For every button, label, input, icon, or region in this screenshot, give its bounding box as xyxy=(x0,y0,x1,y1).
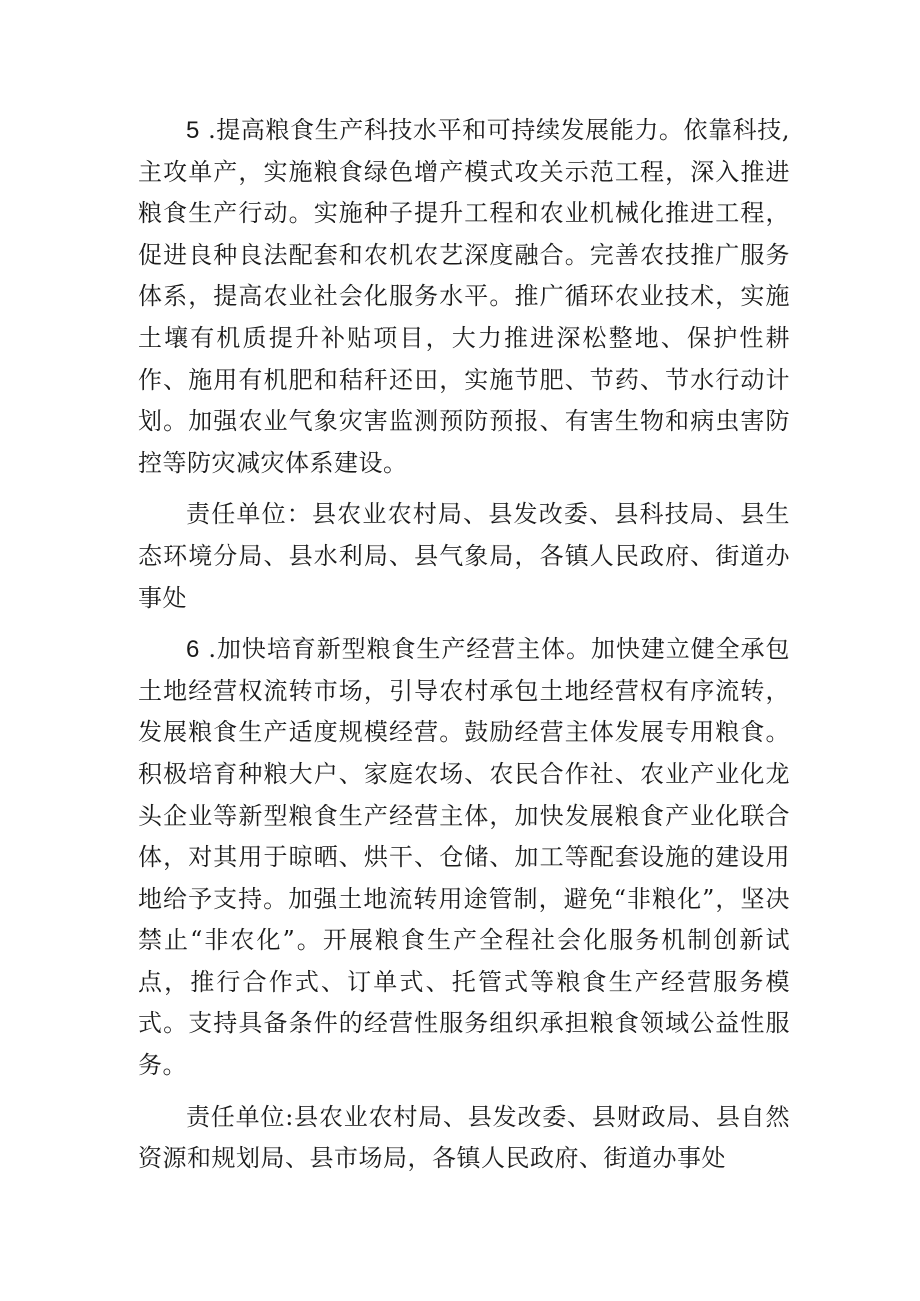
item-number: 6 xyxy=(186,636,200,664)
paragraph-text: 责任单位:县农业农村局、县发改委、县财政局、县自然资源和规划局、县市场局，各镇人民政府、街道办事处 xyxy=(138,1102,790,1173)
document-body xyxy=(138,110,790,1180)
responsible-units-6 xyxy=(138,1097,790,1180)
paragraph-text: .加快培育新型粮食生产经营主体。加快建立健全承包土地经营权流转市场，引导农村承包土地经营权有序流转，发展粮食生产适度规模经营。鼓励经营主体发展专用粮食。积极培育种粮大户、家庭农场、农民合作社、农业产业化龙头企业等新型粮食生产经营主体，加快发展粮食产业化联合体，对其用于晾晒、烘干、仓储、加工等配套设施的建设用地给予支持。加强土地流转用途管制，避免“非粮化”，坚决禁止“非农化”。开展粮食生产全程社会化服务机制创新试点，推行合作式、订单式、托管式等粮食生产经营服务模式。支持具备条件的经营性服务组织承担粮食领域公益性服务。 xyxy=(138,635,790,1080)
paragraph-item-6 xyxy=(138,629,790,1087)
responsible-units-5 xyxy=(138,494,790,619)
paragraph-item-5 xyxy=(138,110,790,484)
paragraph-text: 责任单位：县农业农村局、县发改委、县科技局、县生态环境分局、县水利局、县气象局，各镇人民政府、街道办事处 xyxy=(138,500,790,612)
item-number: 5 xyxy=(186,117,200,144)
paragraph-text: .提高粮食生产科技水平和可持续发展能力。依靠科技,主攻单产，实施粮食绿色增产模式攻关示范工程，深入推进粮食生产行动。实施种子提升工程和农业机械化推进工程，促进良种良法配套和农机农艺深度融合。完善农技推广服务体系，提高农业社会化服务水平。推广循环农业技术，实施土壤有机质提升补贴项目，大力推进深松整地、保护性耕作、施用有机肥和秸秆还田，实施节肥、节药、节水行动计划。加强农业气象灾害监测预防预报、有害生物和病虫害防控等防灾减灾体系建设。 xyxy=(138,116,790,477)
